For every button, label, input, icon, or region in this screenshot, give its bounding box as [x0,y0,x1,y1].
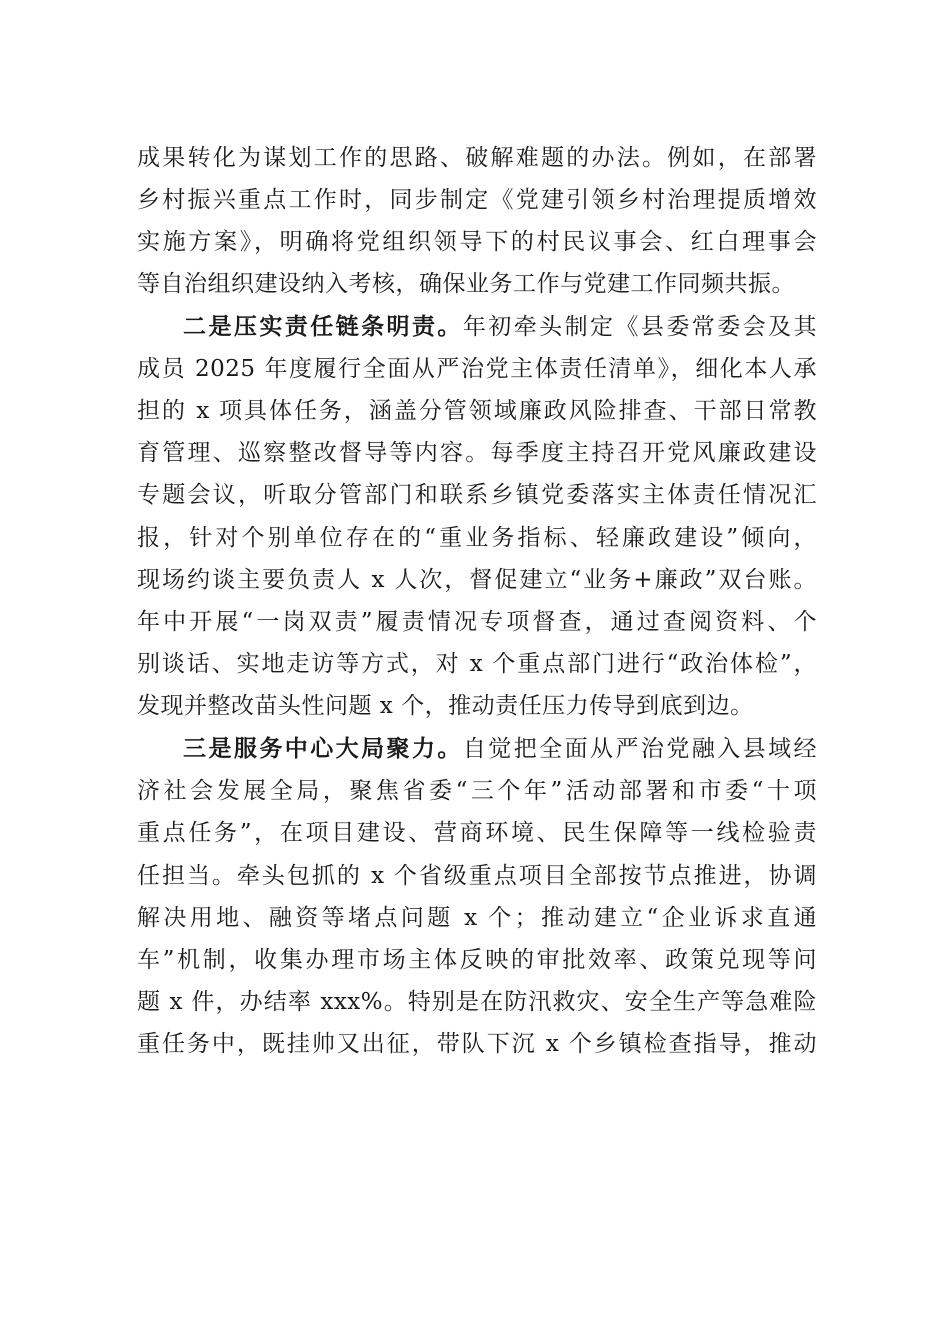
paragraph-3-line-1 [183,729,817,769]
paragraph-2-line-10: 发现并整改苗头性问题 x 个，推动责任压力传导到底到边。 [137,693,754,719]
paragraph-2-line-4: 育管理、巡察整改督导等内容。每季度主持召开党风廉政建设 [137,440,817,466]
paragraph-2-line-5: 专题会议，听取分管部门和联系乡镇党委落实主体责任情况汇 [137,482,817,508]
paragraph-1-line-3: 实施方案》，明确将党组织领导下的村民议事会、红白理事会 [137,229,817,255]
paragraph-2-line-3: 担的 x 项具体任务，涵盖分管领域廉政风险排查、干部日常教 [137,398,817,424]
paragraph-3-line-8: 重任务中，既挂帅又出征，带队下沉 x 个乡镇检查指导，推动 [137,1031,817,1057]
paragraph-2-line-1 [183,307,817,347]
paragraph-3-line-7: 题 x 件，办结率 xxx%。特别是在防汛救灾、安全生产等急难险 [137,989,817,1015]
paragraph-3-line-4: 任担当。牵头包抓的 x 个省级重点项目全部按节点推进，协调 [137,863,817,889]
paragraph-1-line-4: 等自治组织建设纳入考核，确保业务工作与党建工作同频共振。 [137,271,795,297]
paragraph-2-line-6: 报，针对个别单位存在的“重业务指标、轻廉政建设”倾向， [137,525,817,551]
paragraph-3-line-3: 重点任务”，在项目建设、营商环境、民生保障等一线检验责 [137,820,817,846]
paragraph-2-line-8: 年中开展“一岗双责”履责情况专项督查，通过查阅资料、个 [137,609,817,635]
paragraph-3-line-6: 车”机制，收集办理市场主体反映的审批效率、政策兑现等问 [137,947,817,973]
paragraph-3-line-2: 济社会发展全局，聚焦省委“三个年”活动部署和市委“十项 [137,778,817,804]
paragraph-2-line-1-text: 年初牵头制定《县委常委会及其 [462,314,817,340]
paragraph-1-line-2: 乡村振兴重点工作时，同步制定《党建引领乡村治理提质增效 [137,187,817,213]
paragraph-2-line-9: 别谈话、实地走访等方式，对 x 个重点部门进行“政治体检”， [137,651,817,677]
paragraph-3-line-1-text: 自觉把全面从严治党融入县域经 [462,736,817,762]
paragraph-1-line-1: 成果转化为谋划工作的思路、破解难题的办法。例如，在部署 [137,145,817,171]
paragraph-2-line-2: 成员 2025 年度履行全面从严治党主体责任清单》，细化本人承 [137,356,817,382]
paragraph-2-heading: 二是压实责任链条明责。 [183,313,463,340]
paragraph-3-line-5: 解决用地、融资等堵点问题 x 个；推动建立“企业诉求直通 [137,905,817,931]
paragraph-3-heading: 三是服务中心大局聚力。 [183,735,463,762]
paragraph-2-line-7: 现场约谈主要负责人 x 人次，督促建立“业务+廉政”双台账。 [137,567,817,593]
